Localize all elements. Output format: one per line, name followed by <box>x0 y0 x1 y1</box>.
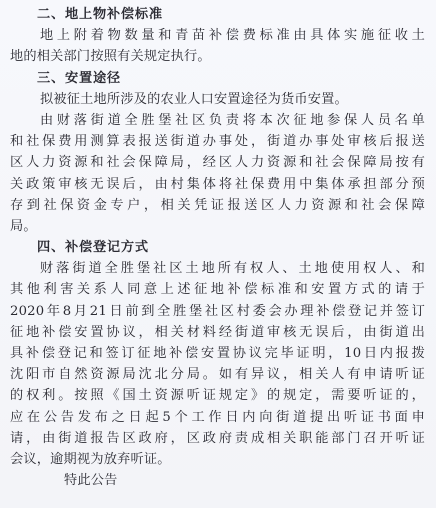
section-heading-compensation-standard: 二、地上物补偿标准 <box>37 7 163 22</box>
paragraph-line: 沈阳市自然资源局沈北分局。如有异议，相关人有申请听证 <box>10 367 425 383</box>
paragraph-line: 请，由街道报告区政府，区政府责成相关职能部门召开听证 <box>10 430 425 446</box>
section-heading-resettlement: 三、安置途径 <box>37 70 121 86</box>
paragraph-line: 会议，逾期视为放弃听证。 <box>10 451 171 467</box>
paragraph-line: 拟被征土地所涉及的农业人口安置途径为货币安置。 <box>40 91 348 107</box>
paragraph-line: 具补偿登记和签订征地补偿安置协议完毕证明，10日内报拨 <box>10 346 425 361</box>
paragraph-line: 其他利害关系人同意上述征地补偿标准和安置方式的请于 <box>10 282 425 298</box>
paragraph-line: 关政策审核无误后，由村集体将社保费用中集体承担部分预 <box>10 176 425 192</box>
section-heading-registration: 四、补偿登记方式 <box>37 240 149 256</box>
paragraph-line: 征地补偿安置协议，相关材料经街道审核无误后，由街道出 <box>10 324 425 340</box>
paragraph-line: 由财落街道全胜堡社区负责将本次征地参保人员名单 <box>40 112 425 128</box>
paragraph-line: 局。 <box>10 218 37 234</box>
closing-text: 特此公告 <box>64 473 118 489</box>
paragraph-line: 地上附着物数量和青苗补偿费标准由具体实施征收土 <box>40 28 425 44</box>
paragraph-line: 应在公告发布之日起5个工作日内向街道提出听证书面申 <box>10 409 425 425</box>
paragraph-line: 区人力资源和社会保障局，经区人力资源和社会保障局按有 <box>10 155 425 171</box>
paragraph-line: 财落街道全胜堡社区土地所有权人、土地使用权人、和 <box>40 261 425 277</box>
paragraph-line: 2020年8月21日前到全胜堡社区村委会办理补偿登记并签订 <box>10 303 425 319</box>
paragraph-line: 存到社保资金专户，相关凭证报送区人力资源和社会保障 <box>10 197 425 213</box>
paragraph-line: 和社保费用测算表报送街道办事处，街道办事处审核后报送 <box>10 134 425 150</box>
paragraph-line: 地的相关部门按照有关规定执行。 <box>10 49 211 65</box>
paragraph-line: 的权利。按照《国土资源听证规定》的规定，需要听证的， <box>10 388 425 404</box>
